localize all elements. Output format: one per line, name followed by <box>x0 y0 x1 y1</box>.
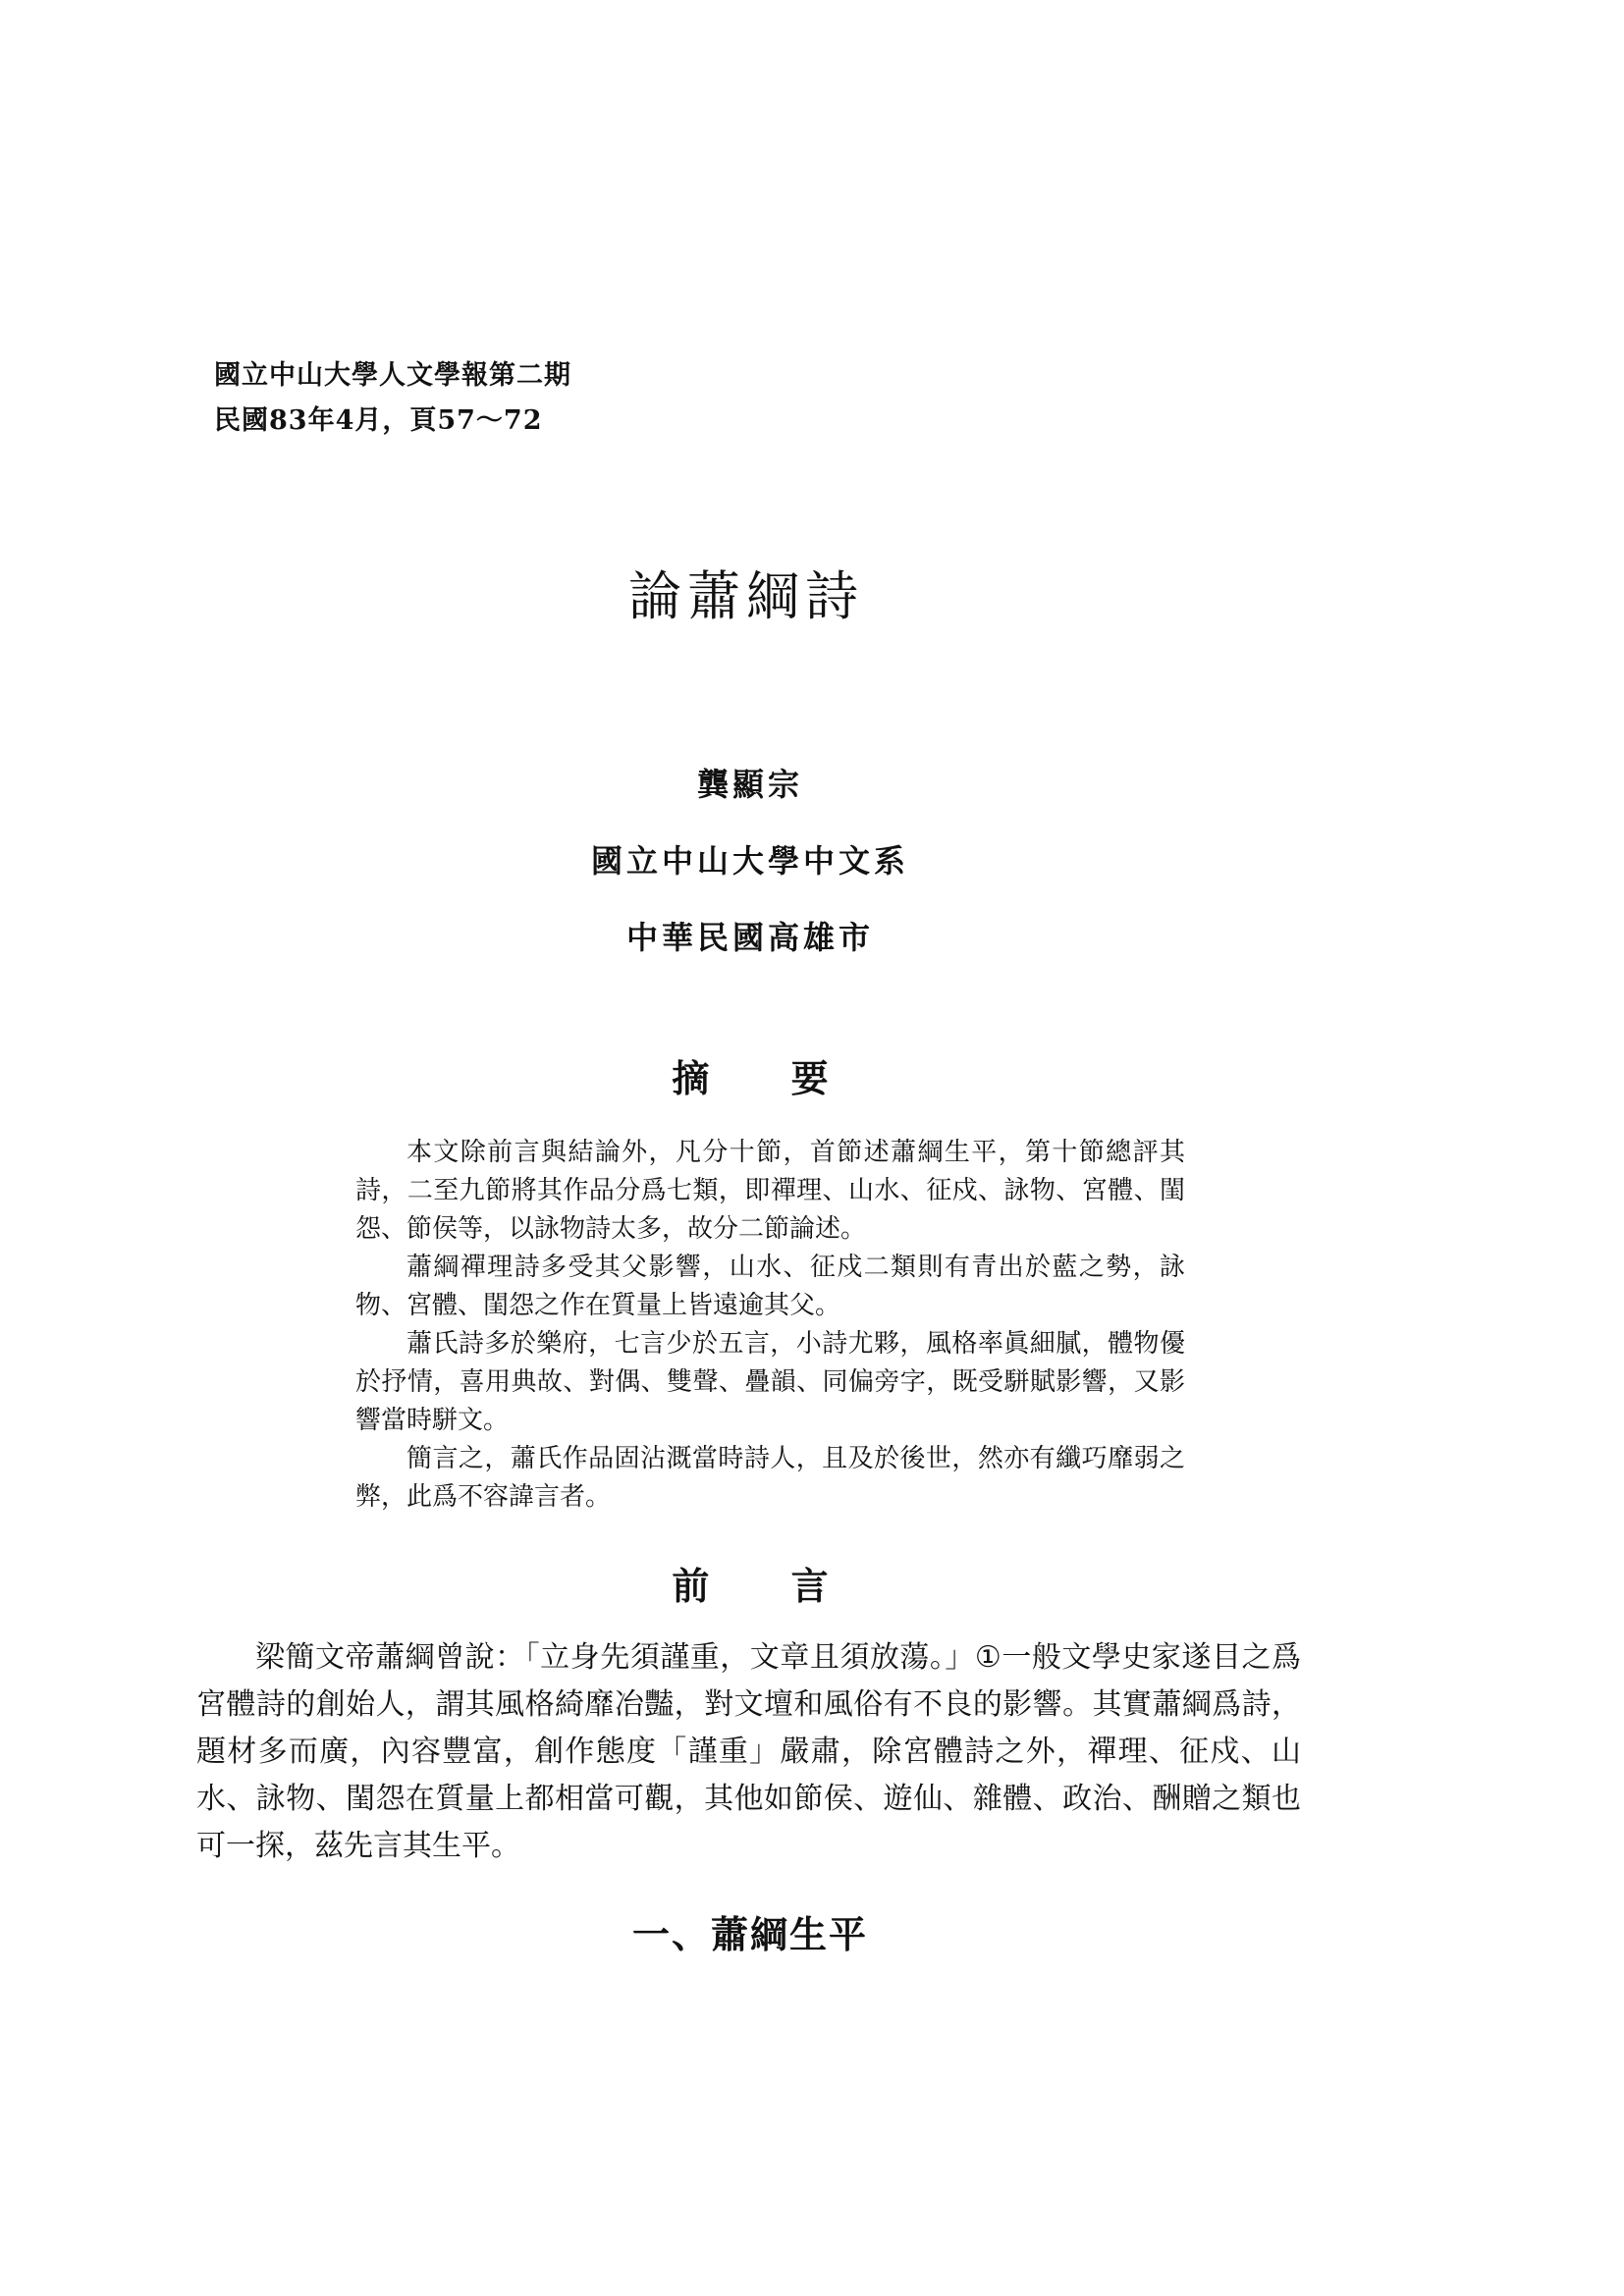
section-heading-biography: 一、蕭綱生平 <box>631 1913 868 1956</box>
journal-header <box>214 353 571 444</box>
abstract-heading: 摘 要 <box>672 1057 829 1100</box>
preface-body <box>196 1634 1301 1870</box>
journal-name: 國立中山大學人文學報第二期 <box>214 360 571 391</box>
preface-paragraph: 梁簡文帝蕭綱曾說：「立身先須謹重，文章且須放蕩。」①一般文學史家遂目之爲宮體詩的創始人，謂其風格綺靡冶豔，對文壇和風俗有不良的影響。其實蕭綱爲詩，題材多而廣，內容豐富，創作態度「謹重」嚴肅，除宮體詩之外，禪理、征戍、山水、詠物、閨怨在質量上都相當可觀，其他如節侯、遊仙、雜體、政治、酬贈之類也可一探，茲先言其生平。 <box>196 1640 1301 1863</box>
author-affiliation: 國立中山大學中文系 <box>590 842 909 880</box>
paper-title: 論蕭綱詩 <box>628 565 864 627</box>
abstract-paragraph: 蕭氏詩多於樂府，七言少於五言，小詩尤夥，風格率眞細膩，體物優於抒情，喜用典故、對偶、雙聲、疊韻、同偏旁字，既受駢賦影響，又影響當時駢文。 <box>355 1329 1185 1435</box>
journal-issue-info: 民國83年4月，頁57～72 <box>214 405 543 436</box>
author-block <box>0 746 1500 976</box>
author-location: 中華民國高雄市 <box>625 919 874 956</box>
preface-heading: 前 言 <box>672 1565 829 1608</box>
author-name: 龔顯宗 <box>696 766 803 803</box>
abstract-body <box>355 1134 1185 1517</box>
abstract-paragraph: 蕭綱禪理詩多受其父影響，山水、征戍二類則有青出於藍之勢，詠物、宮體、閨怨之作在質量上皆遠逾其父。 <box>355 1253 1185 1320</box>
abstract-paragraph: 簡言之，蕭氏作品固沾溉當時詩人，且及於後世，然亦有纖巧靡弱之弊，此爲不容諱言者。 <box>355 1444 1185 1512</box>
abstract-paragraph: 本文除前言與結論外，凡分十節，首節述蕭綱生平，第十節總評其詩，二至九節將其作品分爲七類，即禪理、山水、征戍、詠物、宮體、閨怨、節侯等，以詠物詩太多，故分二節論述。 <box>355 1138 1185 1244</box>
